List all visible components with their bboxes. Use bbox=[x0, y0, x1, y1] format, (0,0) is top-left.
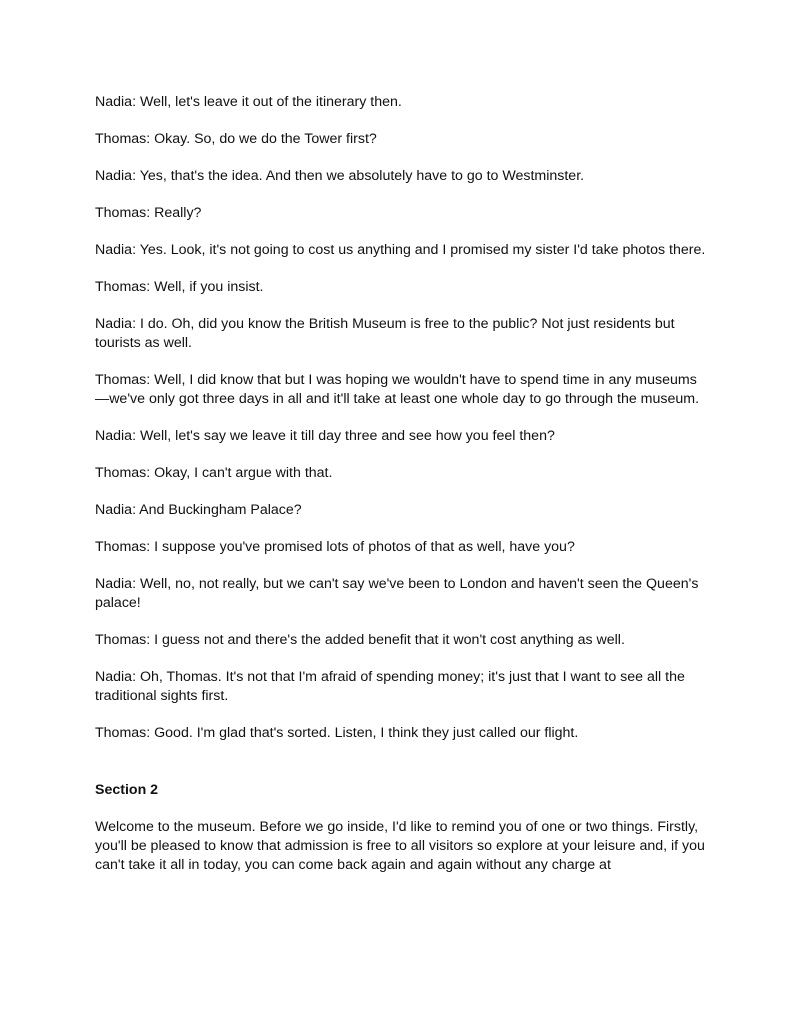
section-heading: Section 2 bbox=[95, 782, 159, 798]
dialogue-line: Thomas: Really? bbox=[95, 205, 202, 221]
dialogue-line: Nadia: Well, let's say we leave it till day three and see how you feel then? bbox=[95, 428, 555, 444]
dialogue-line: Thomas: I guess not and there's the added benefit that it won't cost anything as well. bbox=[95, 632, 625, 648]
dialogue-line: Thomas: Okay. So, do we do the Tower first? bbox=[95, 131, 377, 147]
dialogue-line: Nadia: I do. Oh, did you know the British Museum is free to the public? Not just residents but tourists as well. bbox=[95, 316, 675, 351]
dialogue-line: Nadia: Yes, that's the idea. And then we absolutely have to go to Westminster. bbox=[95, 168, 585, 184]
dialogue-line: Nadia: Oh, Thomas. It's not that I'm afraid of spending money; it's just that I want to see all the traditional sights first. bbox=[95, 669, 685, 704]
dialogue-line: Thomas: Good. I'm glad that's sorted. Listen, I think they just called our flight. bbox=[95, 725, 579, 741]
section-spacer bbox=[95, 761, 710, 781]
section-paragraph: Welcome to the museum. Before we go inside, I'd like to remind you of one or two things. Firstly, you'll be pleased to know that admission is free to all visitors so explore at your leisure and, if you can't take it all in today, you can come back again and again without any charge at bbox=[95, 819, 705, 873]
dialogue-line: Thomas: Well, if you insist. bbox=[95, 279, 264, 295]
dialogue-line: Nadia: Yes. Look, it's not going to cost us anything and I promised my sister I'd take photos there. bbox=[95, 242, 706, 258]
dialogue-line: Nadia: Well, no, not really, but we can't say we've been to London and haven't seen the Queen's palace! bbox=[95, 576, 699, 611]
dialogue-line: Thomas: Okay, I can't argue with that. bbox=[95, 465, 333, 481]
dialogue-line: Thomas: Well, I did know that but I was hoping we wouldn't have to spend time in any museums —we've only got three days in all and it'll take at least one whole day to go through the museum. bbox=[95, 372, 700, 407]
dialogue-line: Nadia: Well, let's leave it out of the itinerary then. bbox=[95, 94, 402, 110]
document-page bbox=[95, 93, 710, 893]
dialogue-line: Nadia: And Buckingham Palace? bbox=[95, 502, 302, 518]
dialogue-line: Thomas: I suppose you've promised lots of photos of that as well, have you? bbox=[95, 539, 575, 555]
